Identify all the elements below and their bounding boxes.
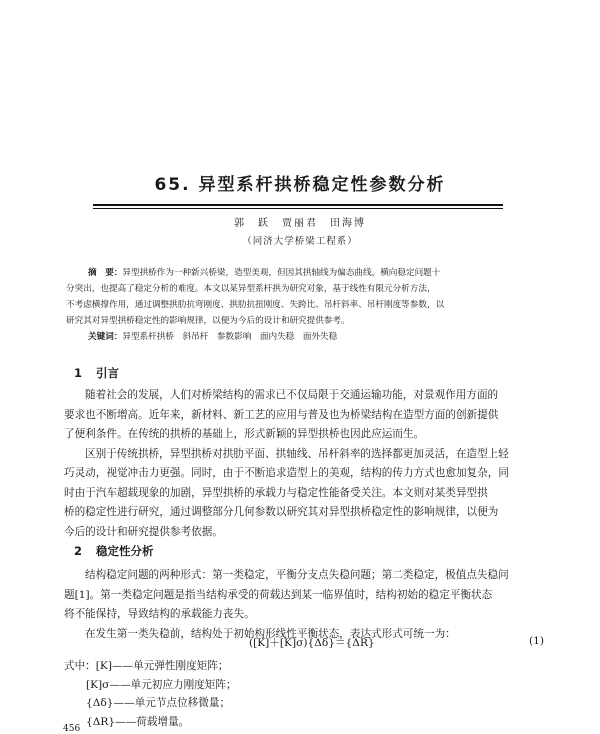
body-line: 时由于汽车超载现象的加剧，异型拱桥的承载力与稳定性能备受关注。本文则对某类异型拱 [64,486,488,499]
body-line: 巧灵动，视觉冲击力更强。同时，由于不断追求造型上的美观，结构的传力方式也愈加复杂，同 [64,467,509,479]
definition-line: 式中：[K]——单元弹性刚度矩阵； [64,660,229,672]
body-line: 桥的稳定性进行研究，通过调整部分几何参数以研究其对异型拱桥稳定性的影响规律，以便为 [64,506,499,518]
abstract-line: 摘 要：异型拱桥作为一种新兴桥梁，造型美观，但因其拱轴线为偏态曲线，横向稳定问题十 [88,268,441,278]
abstract-line: 研究其对异型拱桥稳定性的影响规律，以便为今后的设计和研究提供参考。 [66,316,350,326]
authors: 郭 跃 贾丽君 田海博 [234,218,366,229]
keywords: 异型系杆拱桥 斜吊杆 参数影响 面内失稳 面外失稳 [122,332,338,342]
body-line: 题[1]。第一类稳定问题是指当结构承受的荷载达到某一临界值时，结构初始的稳定平衡状态 [64,588,493,601]
title-rule-thin [93,208,503,209]
body-line: 区别于传统拱桥，异型拱桥对拱肋平面、拱轴线、吊杆斜率的选择都更加灵活，在造型上轻 [85,447,509,460]
body-line: 随着社会的发展，人们对桥梁结构的需求已不仅局限于交通运输功能，对景观作用方面的 [85,389,499,401]
keywords-line [88,329,536,345]
equation-1 [64,635,544,655]
body-line: 了便利条件。在传统的拱桥的基础上，形式新颖的异型拱桥也因此应运而生。 [64,428,425,440]
body-line: 今后的设计和研究提供参考依据。 [64,525,223,538]
body-line: 结构稳定问题的两种形式：第一类稳定，平衡分支点失稳问题；第二类稳定，极值点失稳问 [85,569,509,581]
section-1-body [64,386,544,542]
abstract-line: 不考虑横撑作用，通过调整拱肋抗弯刚度、拱肋抗扭刚度、失跨比、吊杆斜率、吊杆刚度等参数，以 [66,300,445,310]
abstract [66,265,536,345]
definition-line: {ΔR}——荷载增量。 [86,715,190,728]
section-2-heading: 2 稳定性分析 [74,544,154,558]
keywords-label: 关键词： [88,332,123,342]
title-rule-thick [93,204,503,206]
body-line: 要求也不断增高。近年来，新材料、新工艺的应用与普及也为桥梁结构在造型方面的创新提供 [64,408,499,421]
abstract-line: 分突出，也提高了稳定分析的难度。本文以某异型系杆拱为研究对象，基于线性有限元分析方法， [66,284,436,294]
section-1-heading: 1 引言 [74,366,120,380]
section-2-body [64,566,544,644]
definition-line: [K]σ——单元初应力刚度矩阵； [86,678,237,691]
affiliation: （同济大学桥梁工程系） [242,236,358,247]
body-line: 在发生第一类失稳前，结构处于初始构形线性平衡状态，表达式形式可统一为： [85,627,456,640]
definition-line: {Δδ}——单元节点位移微量； [86,697,231,710]
page-number: 456 [63,724,81,734]
paper-title: 65. 异型系杆拱桥稳定性参数分析 [154,175,446,195]
equation-formula: ([K]＋[K]σ){Δδ}＝{ΔR} [249,637,375,649]
abstract-label: 摘 要： [88,268,123,278]
body-line: 将不能保持，导致结构的承载能力丧失。 [64,608,255,620]
equation-number: (1) [528,635,544,647]
symbol-definitions [64,657,544,731]
